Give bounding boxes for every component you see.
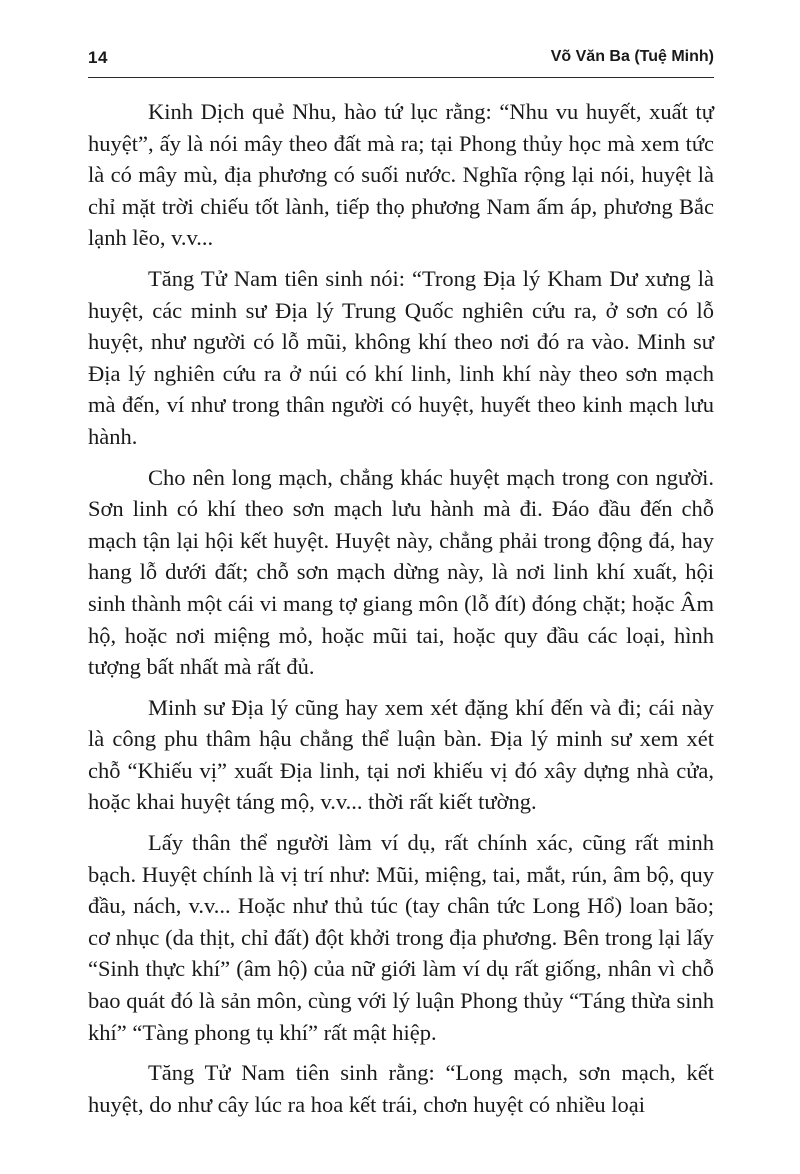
paragraph-3: Cho nên long mạch, chẳng khác huyệt mạch trong con người. Sơn linh có khí theo sơn mạch lưu hành mà đi. Đáo đầu đến chỗ mạch tận lại hội kết huyệt. Huyệt này, chẳng phải trong động đá, hay hang lỗ dưới đất; chỗ sơn mạch dừng này, là nơi linh khí xuất, hội sinh thành một cái vi mang tợ giang môn (lỗ đít) đóng chặt; hoặc Âm hộ, hoặc nơi miệng mỏ, hoặc mũi tai, hoặc quy đầu các loại, hình tượng bất nhất mà rất đủ. <box>88 464 714 680</box>
body-text <box>88 96 714 1120</box>
page-number: 14 <box>88 48 108 67</box>
running-header <box>88 44 714 74</box>
paragraph-2: Tăng Tử Nam tiên sinh nói: “Trong Địa lý Kham Dư xưng là huyệt, các minh sư Địa lý Trung Quốc nghiên cứu ra, ở sơn có lỗ huyệt, như người có lỗ mũi, không khí theo nơi đó ra vào. Minh sư Địa lý nghiên cứu ra ở núi có khí linh, linh khí này theo sơn mạch mà đến, ví như trong thân người có huyệt, huyết theo kinh mạch lưu hành. <box>88 265 714 449</box>
paragraph-6: Tăng Tử Nam tiên sinh rằng: “Long mạch, sơn mạch, kết huyệt, do như cây lúc ra hoa kết trái, chơn huyệt có nhiều loại <box>88 1060 714 1117</box>
paragraph-1: Kinh Dịch quẻ Nhu, hào tứ lục rằng: “Nhu vu huyết, xuất tự huyệt”, ấy là nói mây theo đất mà ra; tại Phong thủy học mà xem tức là có mây mù, địa phương có suối nước. Nghĩa rộng lại nói, huyệt là chỉ mặt trời chiếu tốt lành, tiếp thọ phương Nam ấm áp, phương Bắc lạnh lẽo, v.v... <box>88 99 714 251</box>
running-title: Võ Văn Ba (Tuệ Minh) <box>550 48 714 65</box>
paragraph-4: Minh sư Địa lý cũng hay xem xét đặng khí đến và đi; cái này là công phu thâm hậu chẳng thể luận bàn. Địa lý minh sư xem xét chỗ “Khiếu vị” xuất Địa linh, tại nơi khiếu vị đó xây dựng nhà cửa, hoặc khai huyệt táng mộ, v.v... thời rất kiết tường. <box>88 694 714 815</box>
header-divider <box>88 77 714 78</box>
paragraph-5: Lấy thân thể người làm ví dụ, rất chính xác, cũng rất minh bạch. Huyệt chính là vị trí như: Mũi, miệng, tai, mắt, rún, âm bộ, quy đầu, nách, v.v... Hoặc như thủ túc (tay chân tức Long Hổ) loan bão; cơ nhục (da thịt, chỉ đất) đột khởi trong địa phương. Bên trong lại lấy “Sinh thực khí” (âm hộ) của nữ giới làm ví dụ rất giống, nhân vì chỗ bao quát đó là sản môn, cùng với lý luận Phong thủy “Táng thừa sinh khí” “Tàng phong tụ khí” rất mật hiệp. <box>88 830 714 1045</box>
